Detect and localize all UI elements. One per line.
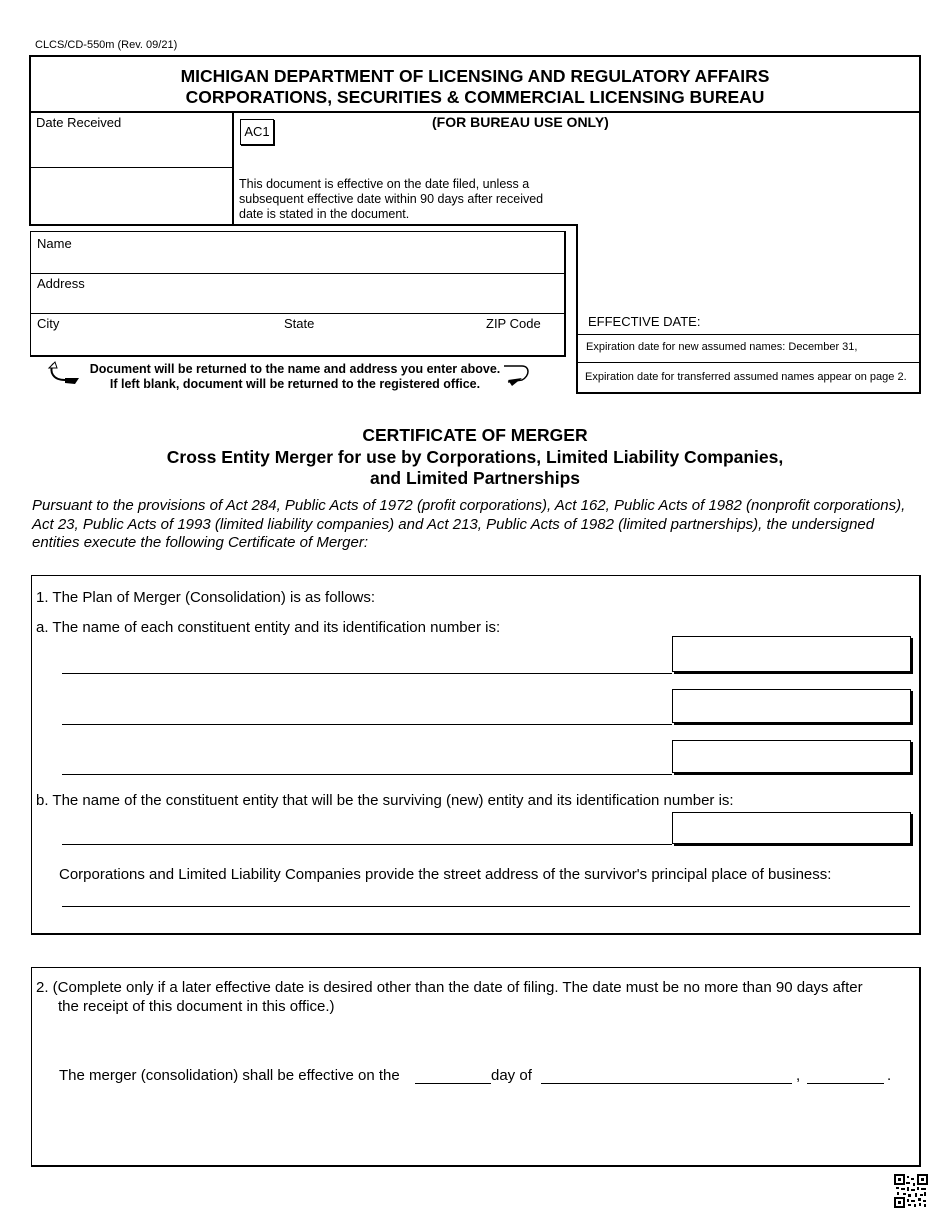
effective-note: This document is effective on the date filed, unless a subsequent effective date within 90 days after received date is stated in the document. [239,177,544,221]
zip-input[interactable] [483,332,561,352]
constituent-id-box-1 [672,636,911,672]
section-1 [31,575,921,935]
section-1a-label: a. The name of each constituent entity and its identification number is: [36,619,501,636]
section-2 [31,967,921,1167]
city-input[interactable] [35,332,275,352]
zip-label: ZIP Code [486,316,541,331]
section-1b-label: b. The name of the constituent entity that will be the surviving (new) entity and its identification number is: [36,792,734,809]
curved-arrow-left-icon [45,360,83,386]
name-input[interactable] [35,252,555,272]
constituent-id-1[interactable] [673,637,910,671]
document-title: CERTIFICATE OF MERGER Cross Entity Merger for use by Corporations, Limited Liability Companies, and Limited Partnerships [166,425,784,488]
return-address-box [30,231,566,357]
expiration-new: Expiration date for new assumed names: December 31, [586,341,858,353]
period: . [887,1067,892,1084]
intro-paragraph: Pursuant to the provisions of Act 284, Public Acts of 1972 (profit corporations), Act 162, Public Acts of 1982 (nonprofit corporations), Act 23, Public Acts of 1993 (limited liability companies) and Act 213, Public Acts of 1982 (limited partnerships), the undersigned entities execute the following Certificate of Merger: [32,497,906,551]
qr-code-icon [894,1174,928,1208]
constituent-id-box-2 [672,689,911,723]
comma: , [796,1067,801,1084]
effective-day-input[interactable] [415,1066,491,1084]
constituent-entity-name-3[interactable] [62,753,672,775]
address-label: Address [37,276,85,291]
city-label: City [37,316,60,331]
constituent-id-box-3 [672,740,911,773]
curved-arrow-right-icon [500,360,534,386]
effective-year-input[interactable] [807,1066,884,1084]
survivor-address-input[interactable] [62,885,910,907]
expiration-transferred: Expiration date for transferred assumed names appear on page 2. [585,371,907,383]
bureau-use-only: (FOR BUREAU USE ONLY) [432,114,609,130]
surviving-id[interactable] [673,813,910,843]
effective-date-label: EFFECTIVE DATE: [588,314,701,329]
state-label: State [284,316,315,331]
constituent-entity-name-2[interactable] [62,703,672,725]
name-label: Name [37,236,72,251]
surviving-entity-name[interactable] [62,823,672,845]
section-2-heading: 2. (Complete only if a later effective date is desired other than the date of filing. The date must be no more than 90 days after the receipt of this document in this office.) [36,979,863,1015]
address-input[interactable] [35,292,555,312]
effective-month-input[interactable] [541,1066,792,1084]
bureau-code: AC1 [240,119,274,145]
constituent-id-3[interactable] [673,741,910,772]
constituent-entity-name-1[interactable] [62,652,672,674]
constituent-id-2[interactable] [673,690,910,722]
day-of-label: day of [491,1067,532,1084]
effective-sentence: The merger (consolidation) shall be effective on the [59,1067,400,1084]
survivor-address-label: Corporations and Limited Liability Companies provide the street address of the survivor's principal place of business: [59,866,832,883]
header-box [29,55,921,113]
date-received-label: Date Received [36,115,122,130]
form-id: CLCS/CD-550m (Rev. 09/21) [35,39,178,51]
section-1-heading: 1. The Plan of Merger (Consolidation) is as follows: [36,589,376,606]
agency-title: MICHIGAN DEPARTMENT OF LICENSING AND REGULATORY AFFAIRS CORPORATIONS, SECURITIES & COMMERCIAL LICENSING BUREAU [180,66,770,107]
surviving-id-box [672,812,911,844]
return-note: Document will be returned to the name and address you enter above. If left blank, document will be returned to the registered office. [89,362,501,391]
state-input[interactable] [281,332,476,352]
